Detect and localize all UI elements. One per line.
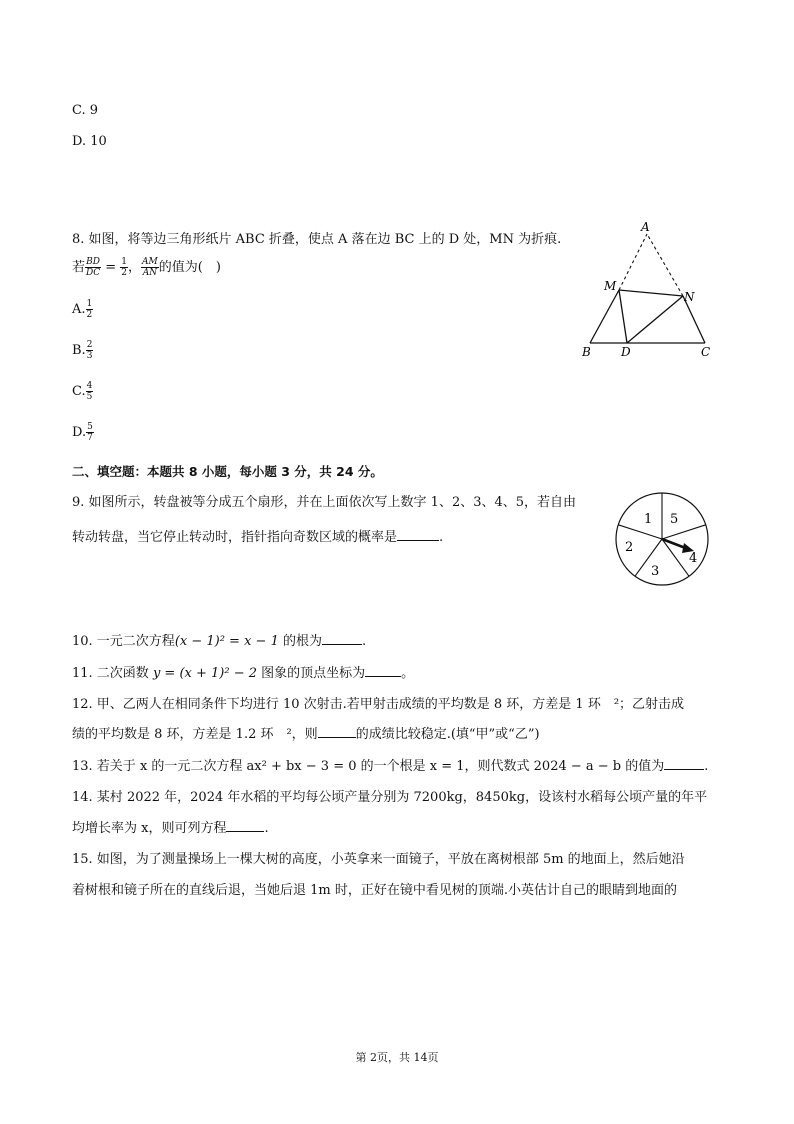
denominator: AN: [142, 268, 158, 278]
numerator: 2: [86, 340, 93, 350]
sector-number: 1: [644, 512, 653, 527]
label-d: D: [621, 345, 631, 359]
q11-stem: [72, 662, 414, 681]
option-label: B.: [72, 343, 86, 358]
q9-stem-line1: 9. 如图所示，转盘被等分成五个扇形，并在上面依次写上数字 1、2、3、4、5，若自由: [72, 495, 577, 510]
q15-stem-line1: 15. 如图，为了测量操场上一棵大树的高度，小英拿来一面镜子，平放在离树根部 5m 的地面上，然后她沿: [72, 852, 685, 867]
q8-prefix: 若: [72, 260, 86, 275]
comma: ，: [128, 260, 142, 275]
q14-stem-line2: [72, 817, 269, 836]
fraction-bd-dc: [85, 257, 101, 278]
label-n: N: [684, 290, 695, 304]
label-c: C: [701, 345, 711, 359]
segment-md: [619, 290, 627, 343]
folded-triangle-figure: [575, 218, 725, 363]
answer-blank: [226, 831, 264, 832]
q10-prefix: 10. 一元二次方程: [72, 634, 175, 649]
sector-number: 5: [670, 512, 679, 527]
fold-line-mn: [619, 290, 683, 296]
denominator: DC: [86, 268, 101, 278]
q10-stem: [72, 630, 366, 649]
numerator: 4: [86, 381, 93, 391]
option-label: D.: [72, 425, 87, 440]
period: .: [362, 634, 367, 649]
q8-option-d: [72, 422, 94, 443]
period: .: [264, 821, 269, 836]
fraction-am-an: [141, 257, 159, 278]
q7-option-c: [72, 103, 98, 118]
label-b: B: [582, 345, 591, 359]
q11-function: y = (x + 1)² − 2: [152, 666, 257, 681]
q11-prefix: 11. 二次函数: [72, 666, 153, 681]
segment-an-dashed: [647, 234, 683, 296]
option-fraction: [86, 299, 94, 320]
fraction-one-half: [120, 257, 128, 278]
denominator: 3: [86, 351, 93, 361]
q8-option-c: [72, 381, 93, 402]
q14-prefix: 均增长率为 x，则可列方程: [72, 821, 227, 836]
period: .: [704, 759, 709, 774]
numerator: 1: [86, 299, 93, 309]
q8-stem-line2: [72, 256, 221, 278]
period: .: [439, 530, 444, 545]
label-a: A: [641, 220, 650, 234]
sector-number: 3: [651, 564, 660, 579]
answer-blank: [322, 644, 362, 645]
q8-stem-line1: 8. 如图，将等边三角形纸片 ABC 折叠，使点 A 落在边 BC 上的 D 处，MN 为折痕.: [72, 232, 562, 247]
denominator: 2: [121, 268, 128, 278]
segment-am-dashed: [619, 234, 647, 290]
q14-stem-line1: 14. 某村 2022 年，2024 年水稻的平均每公顷产量分别为 7200kg，8450kg，设该村水稻每公顷产量的年平: [72, 790, 708, 805]
answer-blank: [664, 769, 704, 770]
q8-option-a: [72, 299, 93, 320]
label-m: M: [604, 279, 617, 293]
option-label: C.: [72, 384, 86, 399]
option-text: 9: [89, 103, 99, 118]
period: 。: [401, 666, 415, 681]
numerator: 5: [87, 422, 93, 432]
denominator: 5: [86, 392, 93, 402]
segment-nd: [627, 296, 683, 343]
q8-option-b: [72, 340, 93, 361]
spinner-figure: [612, 489, 712, 589]
q9-stem-line2: [72, 526, 443, 545]
q13-text: 13. 若关于 x 的一元二次方程 ax² + bx − 3 = 0 的一个根是 x = 1，则代数式 2024 − a − b 的值为: [72, 759, 665, 774]
segment-bm: [590, 290, 619, 343]
q13-stem: [72, 755, 708, 774]
option-label: D.: [72, 134, 87, 149]
sector-number: 4: [689, 551, 698, 566]
numerator: BD: [86, 257, 100, 267]
q11-suffix: 图象的顶点坐标为: [257, 666, 366, 681]
answer-blank: [318, 737, 356, 738]
answer-blank: [397, 540, 439, 541]
option-fraction: [86, 340, 94, 361]
numerator: AM: [142, 257, 158, 267]
sector-number: 2: [625, 540, 634, 555]
q15-stem-line2: 着树根和镜子所在的直线后退，当她后退 1m 时，正好在镜中看见树的顶端.小英估计自己的眼睛到地面的: [72, 883, 677, 898]
denominator: 2: [86, 310, 93, 320]
denominator: 7: [87, 433, 93, 443]
q7-option-d: [72, 134, 107, 149]
option-fraction: [86, 422, 94, 443]
section-heading: 二、填空题：本题共 8 小题，每小题 3 分，共 24 分。: [72, 464, 383, 479]
q10-suffix: 的根为: [283, 634, 323, 649]
q10-equation: (x − 1)² = x − 1: [174, 634, 279, 649]
equals-sign: =: [101, 260, 121, 275]
q9-text: 转动转盘，当它停止转动时，指针指向奇数区域的概率是: [72, 530, 398, 545]
answer-blank: [365, 676, 401, 677]
numerator: 1: [121, 257, 128, 267]
option-text: 10: [90, 134, 107, 149]
q12-suffix: 的成绩比较稳定.(填“甲”或“乙”): [355, 727, 540, 742]
q12-stem-line2: [72, 723, 540, 742]
page-footer: 第 2页，共 14页: [355, 1051, 439, 1064]
option-label: C.: [72, 103, 86, 118]
q8-suffix: 的值为( ): [158, 260, 221, 275]
q12-stem-line1: 12. 甲、乙两人在相同条件下均进行 10 次射击.若甲射击成绩的平均数是 8 环，方差是 1 环 ²；乙射击成: [72, 697, 685, 712]
option-label: A.: [72, 302, 86, 317]
q12-prefix: 绩的平均数是 8 环，方差是 1.2 环 ²，则: [72, 727, 318, 742]
option-fraction: [86, 381, 94, 402]
